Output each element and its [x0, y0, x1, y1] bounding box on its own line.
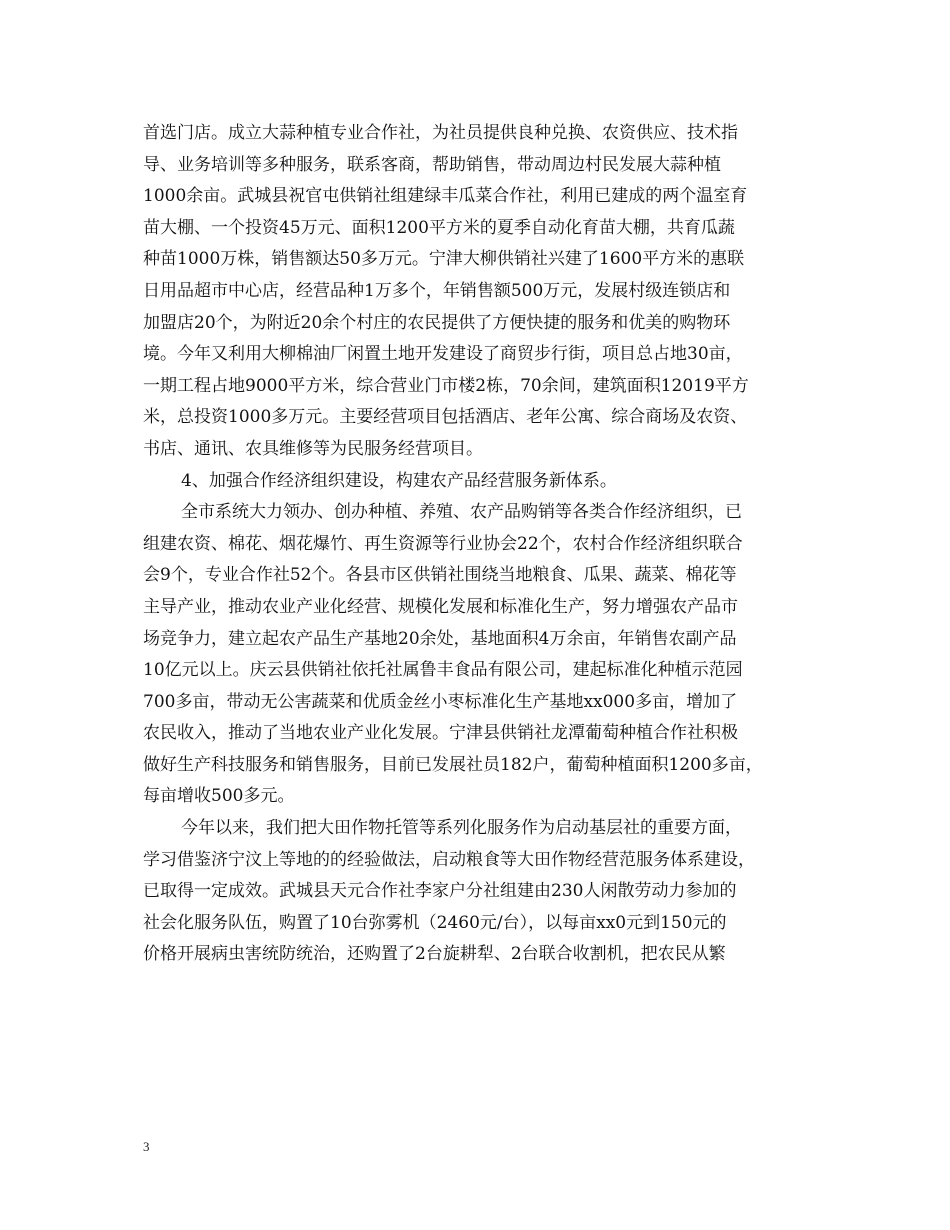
text-line: 境。今年又利用大柳棉油厂闲置土地开发建设了商贸步行街，项目总占地30亩， — [143, 344, 743, 365]
text-line: 学习借鉴济宁汶上等地的的经验做法，启动粮食等大田作物经营范服务体系建设， — [143, 849, 755, 870]
text-line: 导、业务培训等多种服务，联系客商，帮助销售，带动周边村民发展大蒜种植 — [143, 154, 721, 175]
text-line: 首选门店。成立大蒜种植专业合作社，为社员提供良种兑换、农资供应、技术指 — [143, 123, 738, 143]
text-line: 4、加强合作经济组织建设，构建农产品经营服务新体系。 — [181, 470, 617, 491]
text-line: 加盟店20个，为附近20余个村庄的农民提供了方便快捷的服务和优美的购物环 — [143, 312, 731, 333]
text-line: 1000余亩。武城县祝官屯供销社组建绿丰瓜菜合作社，利用已建成的两个温室育 — [143, 186, 748, 207]
text-line: 全市系统大力领办、创办种植、养殖、农产品购销等各类合作经济组织，已 — [181, 502, 742, 523]
text-line: 10亿元以上。庆云县供销社依托社属鲁丰食品有限公司，建起标准化种植示范园 — [143, 660, 743, 681]
text-line: 书店、通讯、农具维修等为民服务经营项目。 — [143, 438, 483, 459]
page-number: 3 — [143, 1139, 150, 1154]
text-line: 价格开展病虫害统防统治，还购置了2台旋耕犁、2台联合收割机，把农民从繁 — [143, 944, 726, 965]
text-line: 做好生产科技服务和销售服务，目前已发展社员182户，葡萄种植面积1200多亩， — [143, 754, 763, 775]
text-line: 农民收入，推动了当地农业产业化发展。宁津县供销社龙潭葡萄种植合作社积极 — [143, 723, 738, 744]
text-line: 会9个，专业合作社52个。各县市区供销社围绕当地粮食、瓜果、蔬菜、棉花等 — [143, 565, 737, 586]
text-line: 组建农资、棉花、烟花爆竹、再生资源等行业协会22个，农村合作经济组织联合 — [143, 533, 743, 554]
text-line: 米，总投资1000多万元。主要经营项目包括酒店、老年公寓、综合商场及农资、 — [143, 407, 748, 428]
text-line: 社会化服务队伍，购置了10台弥雾机（2460元/台），以每亩xx0元到150元的 — [143, 912, 727, 933]
text-line: 苗大棚、一个投资45万元、面积1200平方米的夏季自动化育苗大棚，共育瓜蔬 — [143, 217, 735, 238]
text-line: 场竞争力，建立起农产品生产基地20余处，基地面积4万余亩，年销售农副产品 — [143, 628, 737, 649]
text-line: 已取得一定成效。武城县天元合作社李家户分社组建由230人闲散劳动力参加的 — [143, 881, 737, 902]
text-line: 种苗1000万株，销售额达50多万元。宁津大柳供销社兴建了1600平方米的惠联 — [143, 249, 745, 270]
body-text — [143, 118, 815, 971]
text-line: 每亩增收500多元。 — [143, 786, 295, 807]
text-line: 主导产业，推动农业产业化经营、规模化发展和标准化生产，努力增强农产品市 — [143, 596, 738, 617]
text-line: 一期工程占地9000平方米，综合营业门市楼2栋，70余间，建筑面积12019平方 — [143, 375, 749, 396]
text-line: 700多亩，带动无公害蔬菜和优质金丝小枣标准化生产基地xx000多亩，增加了 — [143, 691, 738, 712]
text-line: 日用品超市中心店，经营品种1万多个，年销售额500万元，发展村级连锁店和 — [143, 280, 731, 301]
text-line: 今年以来，我们把大田作物托管等系列化服务作为启动基层社的重要方面， — [181, 818, 742, 839]
